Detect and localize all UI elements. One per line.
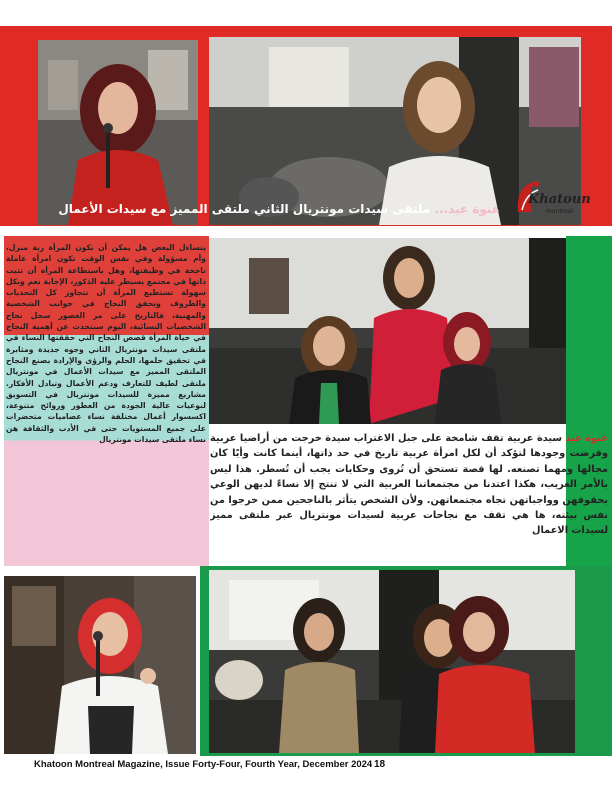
headline-name: غنوة عيد...	[434, 202, 500, 216]
article-headline	[60, 202, 500, 224]
photo-woman-with-microphone	[38, 40, 198, 225]
right-article-paragraph	[210, 431, 608, 539]
left-article-column	[6, 242, 206, 562]
page-number: 18	[374, 759, 386, 770]
right-article-text: سيدة عربية تقف شامخة على جبل الاغتراب سيدة خرجت من أراضيا عربية وفرضت وجودها لتؤكد أن لكل امرأة عربية تاريخ في حد ذاتها، أينما كانت وأيًا كان مجالها ومهما تصنعه. لها قصة تستحق أن تُروى وحكايات يجب أن تُسطر. هذا ليس بالأمر الغريب، هكذا اعتدنا من مجتمعاتنا العربية التي لا تنتج إلا نساءً لديهن الوعي بحقوقهن وواجباتهن تجاه مجتمعاتهن. ولأن الشخص يتأثر بالناجحين ممن خرجوا من نفس بيئته، ها هي تقف مع نجاحات عربية لسيدات مونتريال عبر ملتقى مميز لسيدات الاعمال	[210, 433, 608, 537]
right-article-name: غنوة عيد	[565, 433, 608, 444]
footer-magazine-info: Khatoon Montreal Magazine, Issue Forty-Four, Fourth Year, December 2024	[34, 759, 373, 770]
photo-woman-in-hijab-with-microphone	[4, 576, 196, 754]
headline-text: ملتقى سيدات مونتريال الثاني ملتقى المميز مع سيدات الأعمال	[58, 202, 435, 216]
khatoun-logo	[508, 172, 591, 224]
logo-subtitle: montreal	[546, 208, 574, 215]
photo-three-women-posing	[209, 238, 566, 424]
photo-three-women-at-table	[209, 570, 575, 753]
logo-title: Khatoun	[528, 192, 591, 207]
right-article-column	[210, 431, 608, 565]
left-article-paragraph: يتساءل البعض هل يمكن أن تكون المرأة ربة منزل، وأم مسؤولة وفي نفس الوقت تكون امرأة عاملة ناجحة في وظيفتها، وهل باستطاعة المرأة أن تثبت ذاتها في مجتمع يسيطر عليه الذكور، الإجابة نعم وبكل سهولة تستطيع المرأة أن تتجاوز كل التحديات والظروف وتحقق النجاح في جوانب الشخصية والمهنية، فالتاريخ على مر العصور سجل نجاح الشخصيات النسائية، اليوم سنتحدث عن أهمية النجاح في حياة المرأة قصص النجاح التي حققتها النساء في ملتقى سيدات مونتريال الثاني وجوه جديدة ومثابرة في تحقيق حلمها، الحلم والرؤى والإرادة بصنع النجاح الملتقى المميز مع سيدات الأعمال في مونتريال ملتقى لطيف للتعارف ودعم الأعمال وتبادل الأفكار. مشاريع مميزة للسيدات مونتريال في التسويق لنوعيات عالية الجودة من العطور وروائح متنوعة، اكسسوار أعمال مختلفة نساء عصاميات متحضرات على جميع المستويات حتى في الأدب والثقافة هن نساء ملتقى سيدات مونتريال	[6, 243, 206, 445]
